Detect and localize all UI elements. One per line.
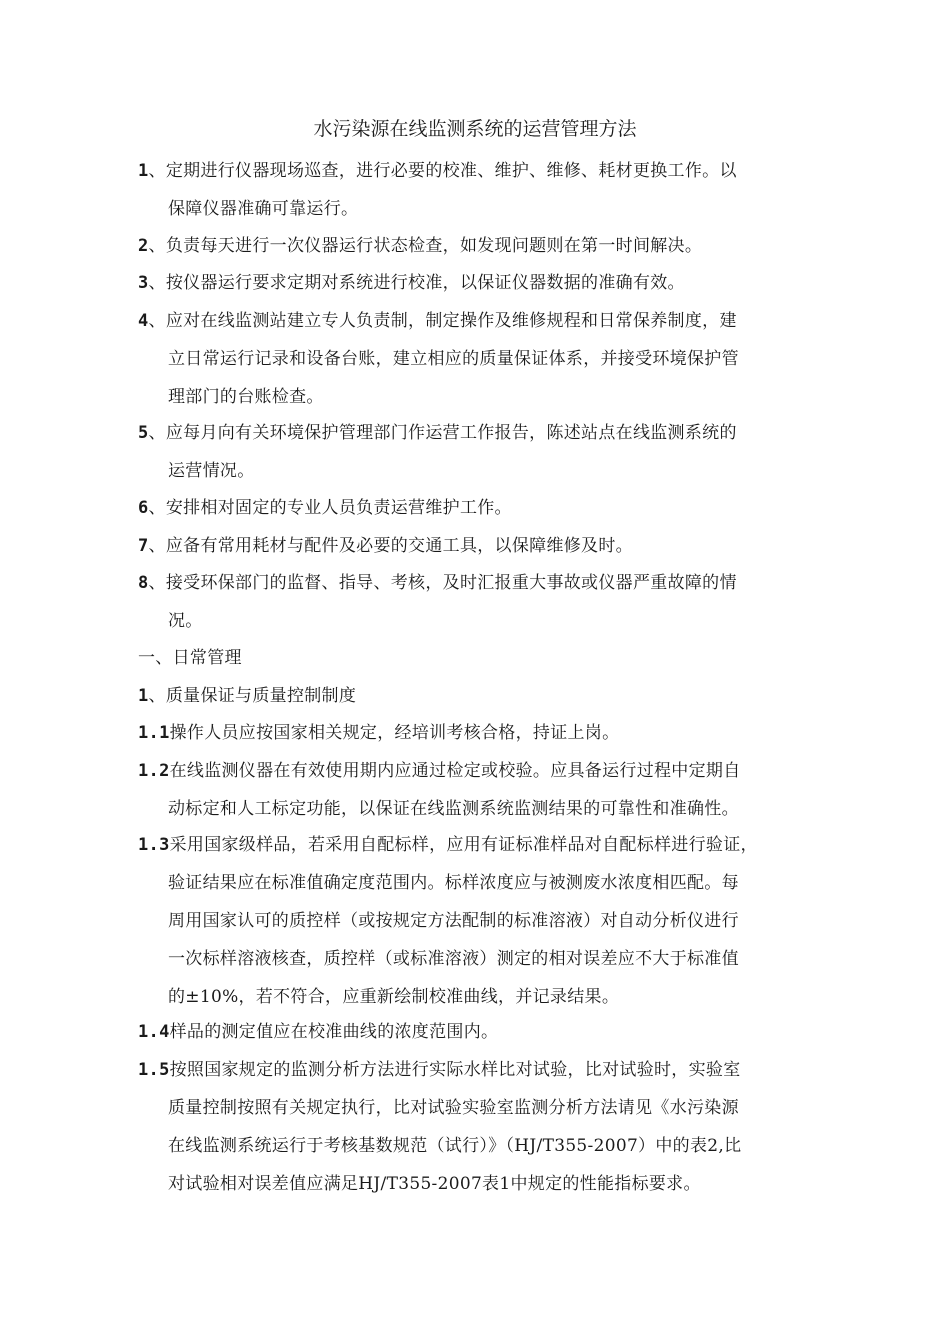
item-continuation-line: 理部门的台账检查。 xyxy=(168,387,324,407)
item-continuation-line: 运营情况。 xyxy=(168,461,255,481)
item-continuation-line: 对试验相对误差值应满足HJ/T355-2007表1中规定的性能指标要求。 xyxy=(168,1174,701,1194)
list-item xyxy=(138,227,818,265)
item-continuation-line: 动标定和人工标定功能，以保证在线监测系统监测结果的可靠性和准确性。 xyxy=(168,799,739,819)
item-continuation-line: 一次标样溶液核查，质控样（或标准溶液）测定的相对误差应不大于标准值 xyxy=(168,949,739,969)
item-first-line xyxy=(138,498,512,518)
item-first-line xyxy=(138,1060,741,1080)
item-first-line xyxy=(138,686,356,706)
item-continuation-line: 质量控制按照有关规定执行，比对试验实验室监测分析方法请见《水污染源 xyxy=(168,1098,739,1118)
item-first-line xyxy=(138,311,737,331)
list-item xyxy=(138,677,818,715)
item-first-line xyxy=(138,761,741,781)
item-text: 、安排相对固定的专业人员负责运营维护工作。 xyxy=(148,498,512,518)
item-number: 1.4 xyxy=(138,1022,170,1042)
item-text: 样品的测定值应在校准曲线的浓度范围内。 xyxy=(169,1022,499,1042)
item-number: 3 xyxy=(138,273,149,293)
list-item xyxy=(138,152,818,228)
item-number: 5 xyxy=(138,423,149,443)
item-first-line xyxy=(138,423,737,443)
item-text: 、应对在线监测站建立专人负责制，制定操作及维修规程和日常保养制度，建 xyxy=(148,311,737,331)
item-number: 7 xyxy=(138,536,149,556)
item-number: 1.2 xyxy=(138,761,170,781)
item-number: 6 xyxy=(138,498,149,518)
item-first-line xyxy=(138,161,737,181)
item-continuation-line: 周用国家认可的质控样（或按规定方法配制的标准溶液）对自动分析仪进行 xyxy=(168,911,739,931)
list-item xyxy=(138,752,818,828)
list-item xyxy=(138,264,818,302)
item-text: 、应备有常用耗材与配件及必要的交通工具，以保障维修及时。 xyxy=(148,536,633,556)
item-text: 一、日常管理 xyxy=(138,648,242,668)
list-item xyxy=(138,826,818,1016)
item-first-line xyxy=(138,723,619,743)
item-number: 4 xyxy=(138,311,149,331)
item-number: 8 xyxy=(138,573,149,593)
item-text: 操作人员应按国家相关规定，经培训考核合格，持证上岗。 xyxy=(169,723,620,743)
item-first-line xyxy=(138,236,702,256)
item-continuation-line: 的±10%，若不符合，应重新绘制校准曲线，并记录结果。 xyxy=(168,987,620,1007)
item-first-line xyxy=(138,573,737,593)
list-item xyxy=(138,527,818,565)
item-text: 、应每月向有关环境保护管理部门作运营工作报告，陈述站点在线监测系统的 xyxy=(148,423,737,443)
list-item xyxy=(138,564,818,640)
list-item xyxy=(138,639,818,677)
item-number: 1.1 xyxy=(138,723,170,743)
item-text: 、负责每天进行一次仪器运行状态检查，如发现问题则在第一时间解决。 xyxy=(148,236,703,256)
list-item xyxy=(138,302,818,416)
item-continuation-line: 保障仪器准确可靠运行。 xyxy=(168,199,359,219)
list-item xyxy=(138,414,818,490)
item-continuation-line: 在线监测系统运行于考核基数规范（试行）》（HJ/T355-2007）中的表2,比 xyxy=(168,1136,742,1156)
item-number: 1.5 xyxy=(138,1060,170,1080)
item-continuation-line: 况。 xyxy=(168,611,203,631)
item-first-line xyxy=(138,1022,498,1042)
list-item xyxy=(138,489,818,527)
item-number: 2 xyxy=(138,236,149,256)
item-first-line xyxy=(138,273,685,293)
item-first-line xyxy=(138,536,633,556)
list-item xyxy=(138,714,818,752)
item-text: 在线监测仪器在有效使用期内应通过检定或校验。应具备运行过程中定期自 xyxy=(169,761,741,781)
list-item xyxy=(138,1051,818,1203)
document-title: 水污染源在线监测系统的运营管理方法 xyxy=(313,118,637,140)
item-text: 采用国家级样品，若采用自配标样，应用有证标准样品对自配标样进行验证， xyxy=(169,835,758,855)
item-text: 、接受环保部门的监督、指导、考核，及时汇报重大事故或仪器严重故障的情 xyxy=(148,573,737,593)
item-continuation-line: 立日常运行记录和设备台账，建立相应的质量保证体系，并接受环境保护管 xyxy=(168,349,739,369)
item-continuation-line: 验证结果应在标准值确定度范围内。标样浓度应与被测废水浓度相匹配。每 xyxy=(168,873,739,893)
item-text: 、质量保证与质量控制制度 xyxy=(148,686,357,706)
item-text: 、定期进行仪器现场巡查，进行必要的校准、维护、维修、耗材更换工作。以 xyxy=(148,161,737,181)
item-number: 1.3 xyxy=(138,835,170,855)
item-first-line xyxy=(138,835,758,855)
item-first-line xyxy=(138,648,242,668)
item-text: 、按仪器运行要求定期对系统进行校准，以保证仪器数据的准确有效。 xyxy=(148,273,685,293)
item-number: 1 xyxy=(138,686,149,706)
item-text: 按照国家规定的监测分析方法进行实际水样比对试验，比对试验时，实验室 xyxy=(169,1060,741,1080)
list-item xyxy=(138,1013,818,1051)
item-number: 1 xyxy=(138,161,149,181)
